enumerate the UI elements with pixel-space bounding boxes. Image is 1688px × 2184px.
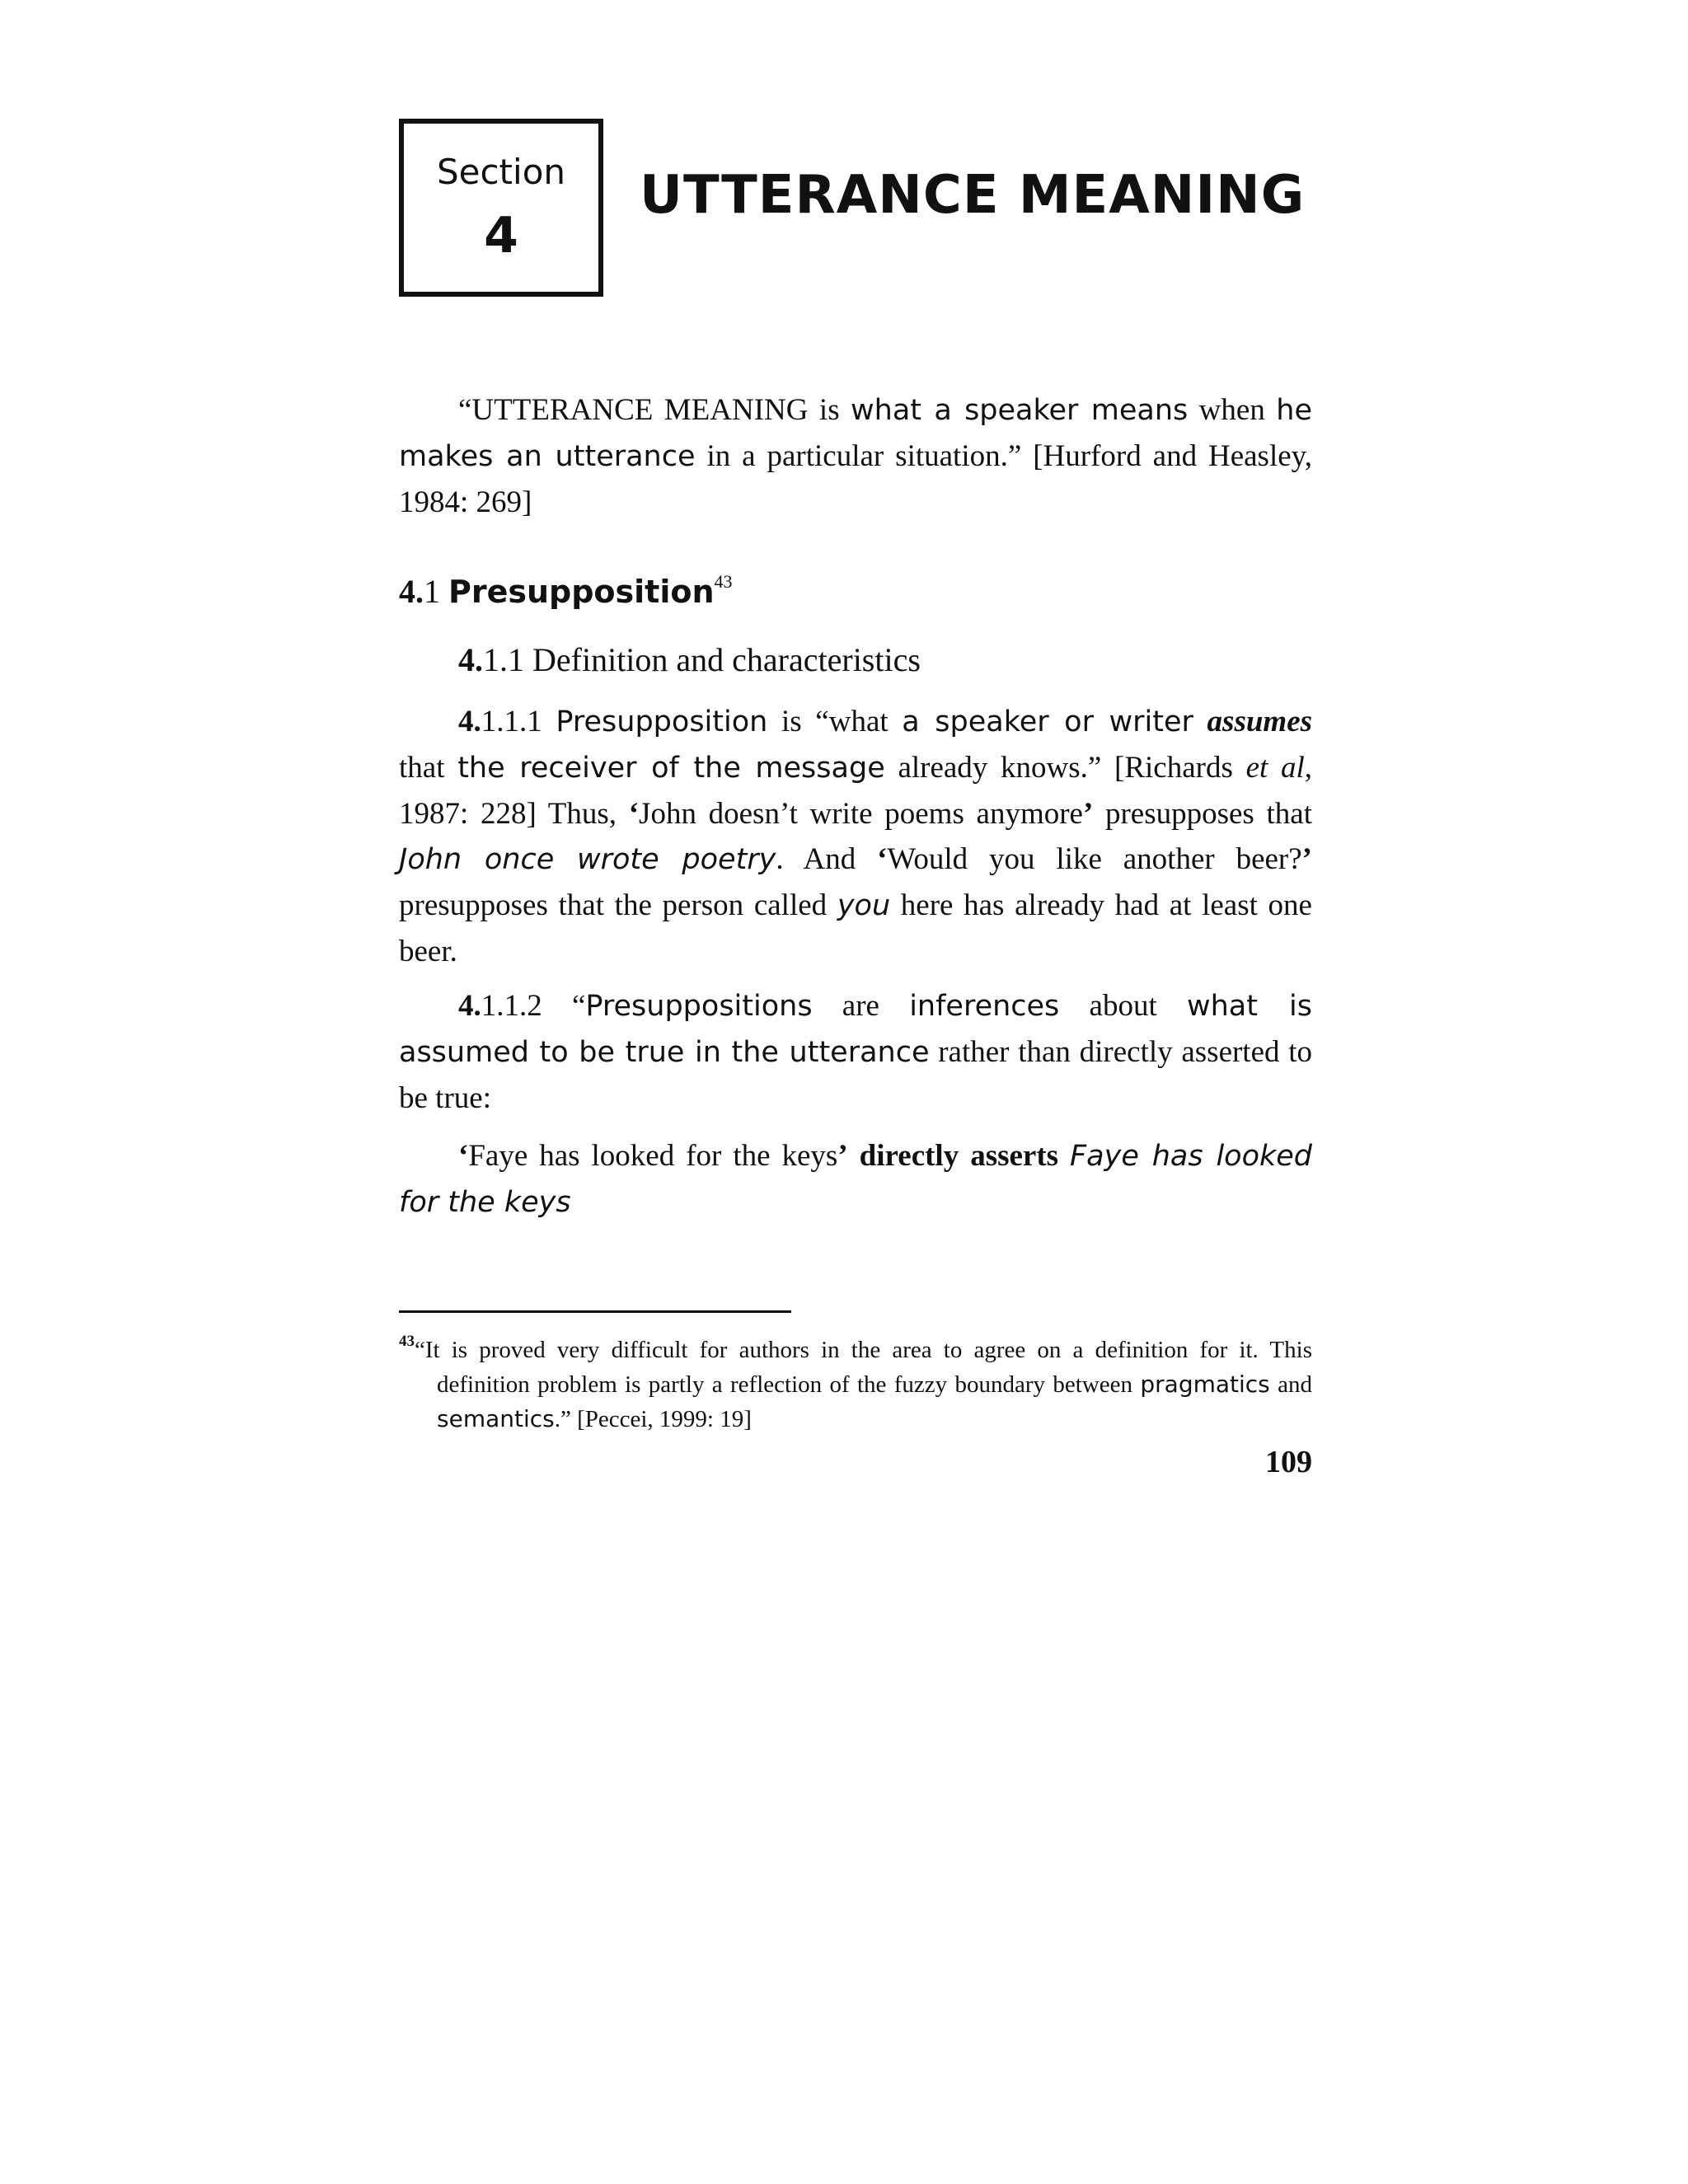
faye-text-1	[848, 1139, 860, 1173]
p4111-quote1-close: ’	[1082, 797, 1094, 831]
p4112-text-1: are	[812, 989, 910, 1023]
p4111-num-bold: 4.	[458, 705, 481, 738]
p4112-text-2: about	[1059, 989, 1187, 1023]
intro-emphasis-1: what a speaker means	[851, 394, 1189, 427]
section-number: 4	[484, 207, 518, 265]
footnote-term-semantics: semantics	[437, 1405, 555, 1432]
heading-4-1-1-text: 1.1 Definition and characteristics	[483, 641, 921, 678]
p4111-assumes: assumes	[1207, 705, 1313, 738]
heading-4-1-num-bold: 4.	[399, 573, 424, 610]
p4111-text-6: presupposes that	[1093, 797, 1312, 831]
heading-4-1-1	[458, 637, 921, 682]
p4112-text-3: rather than directly asserted to be true:	[399, 1035, 1313, 1115]
p4111-text-1: is “what	[767, 705, 903, 738]
p4111-text-7: . And	[776, 842, 878, 876]
faye-assertion: Faye has looked for the keys	[399, 1140, 1313, 1219]
p4111-text-9: here has already had at least one beer.	[399, 888, 1312, 968]
p4112-term: Presuppositions	[585, 990, 813, 1023]
p4112-emphasis-2: what is assumed to be true in the utterance	[399, 990, 1312, 1069]
chapter-title: UTTERANCE MEANING	[640, 165, 1306, 226]
p4111-quote1: John doesn’t write poems anymore	[639, 797, 1083, 831]
intro-text-2: when	[1188, 393, 1277, 427]
heading-4-1	[399, 569, 733, 615]
footnote-text-1: “It is proved very difficult for authors in the area to agree on a definition for it. This definition problem is partly a reflection of the fuzzy boundary between	[415, 1337, 1312, 1398]
footnote-marker: 43	[399, 1333, 415, 1350]
faye-quote: Faye has looked for the keys	[468, 1139, 838, 1173]
p4111-quote2: Would you like another beer?	[887, 842, 1302, 876]
p4111-emphasis-2: the receiver of the message	[457, 752, 885, 785]
p4111-num: 1.1.1	[481, 705, 556, 738]
intro-text-3: in a particular situation.” [Hurford and Heasley, 1984: 269]	[399, 439, 1313, 519]
faye-text-2	[1058, 1139, 1070, 1173]
example-faye-paragraph	[399, 1133, 1312, 1226]
p4111-term: Presupposition	[556, 705, 768, 738]
footnote-text-3: .” [Peccei, 1999: 19]	[554, 1406, 752, 1432]
section-label: Section	[436, 152, 566, 192]
page-number: 109	[1265, 1445, 1312, 1479]
footnote-ref-43[interactable]: 43	[714, 571, 733, 592]
p4111-quote2-close: ’	[1301, 842, 1312, 876]
p4111-emphasis-1: a speaker or writer	[902, 705, 1193, 738]
p4111-you: you	[837, 889, 891, 922]
p4111-example-1: John once wrote poetry	[399, 843, 776, 876]
heading-4-1-num: 1	[424, 573, 448, 610]
p4111-text-3: that	[399, 751, 458, 785]
p4112-num: 1.1.2 “	[481, 989, 586, 1023]
footnote-text-2: and	[1269, 1371, 1312, 1398]
faye-quote-open: ‘	[458, 1139, 469, 1173]
p4112-num-bold: 4.	[458, 989, 481, 1023]
heading-4-1-1-num-bold: 4.	[458, 641, 483, 678]
intro-emphasis-2: he makes an utterance	[399, 394, 1312, 473]
faye-directly-asserts: directly asserts	[859, 1139, 1059, 1173]
footnote-43	[399, 1333, 1312, 1436]
section-box	[399, 119, 603, 297]
faye-quote-close: ’	[837, 1139, 848, 1173]
paragraph-4-1-1-2	[399, 983, 1312, 1121]
p4112-emphasis-1: inferences	[909, 990, 1060, 1023]
footnote-divider	[399, 1310, 791, 1313]
p4111-text-5: , 1987: 228] Thus,	[399, 751, 1313, 831]
p4111-text-8: presupposes that the person called	[399, 888, 837, 922]
heading-4-1-label: Presupposition	[448, 574, 715, 610]
p4111-text-2	[1193, 705, 1207, 738]
p4111-text-4: already knows.” [Richards	[884, 751, 1246, 785]
p4111-quote1-open: ‘	[628, 797, 640, 831]
intro-text-1: “UTTERANCE MEANING is	[458, 393, 851, 427]
p4111-etal: et al	[1245, 751, 1305, 785]
paragraph-4-1-1-1	[399, 699, 1312, 974]
footnote-term-pragmatics: pragmatics	[1140, 1371, 1270, 1398]
intro-paragraph	[399, 387, 1312, 525]
p4111-quote2-open: ‘	[877, 842, 888, 876]
